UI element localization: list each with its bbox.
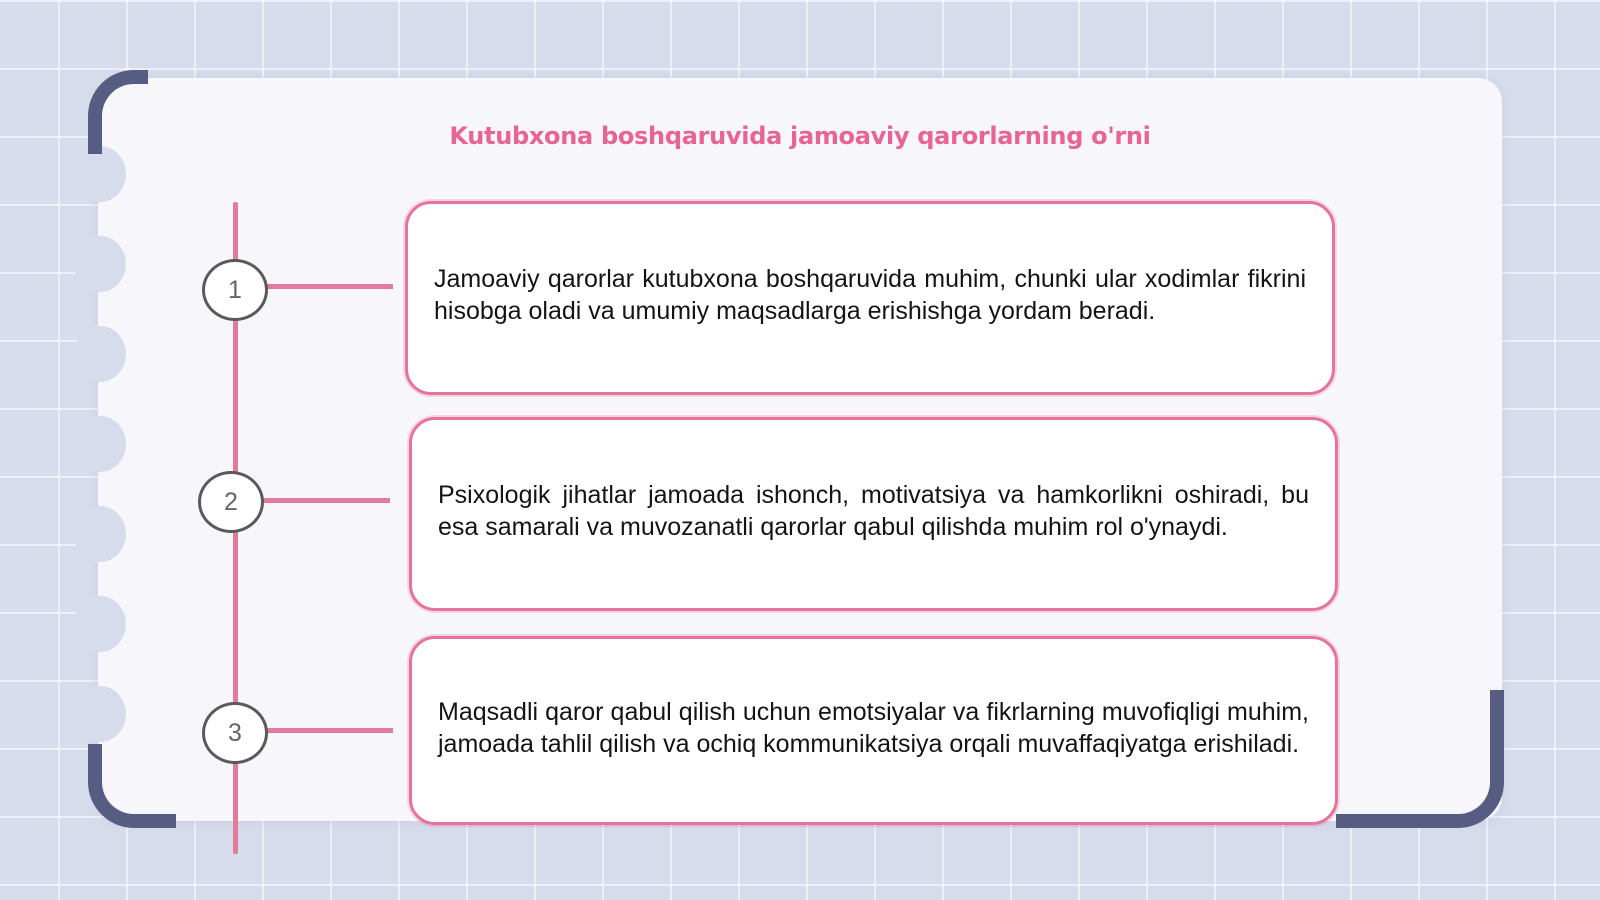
step-number-3: 3 — [202, 702, 268, 764]
timeline-item-1 — [405, 201, 1335, 395]
timeline-item-text: Psixologik jihatlar jamoada ishonch, motivatsiya va hamkorlikni oshiradi, bu esa samarali va muvozanatli qarorlar qabul qilishda muhim rol o'ynaydi. — [438, 481, 1309, 541]
card-edge-notch — [74, 326, 126, 382]
card-edge-notch — [74, 506, 126, 562]
card-edge-notch — [74, 686, 126, 742]
step-number-2: 2 — [198, 471, 264, 533]
timeline-connector-3 — [265, 728, 393, 733]
step-number-1: 1 — [202, 259, 268, 321]
timeline-connector-1 — [265, 284, 393, 289]
slide-title: Kutubxona boshqaruvida jamoaviy qarorlarning o'rni — [449, 122, 1151, 150]
timeline-item-text: Maqsadli qaror qabul qilish uchun emotsiyalar va fikrlarning muvofiqligi muhim, jamoada tahlil qilish va ochiq kommunikatsiya orqali muvaffaqiyatga erishiladi. — [438, 697, 1309, 758]
timeline-connector-2 — [262, 498, 390, 503]
card-edge-notch — [74, 236, 126, 292]
corner-bracket-bottom-left — [88, 744, 176, 828]
corner-bracket-bottom-right — [1336, 690, 1504, 828]
card-edge-notch — [74, 416, 126, 472]
card-edge-notch — [74, 146, 126, 202]
timeline-item-2 — [409, 417, 1338, 611]
card-edge-notch — [74, 596, 126, 652]
timeline-item-text: Jamoaviy qarorlar kutubxona boshqaruvida muhim, chunki ular xodimlar fikrini hisobga oladi va umumiy maqsadlarga erishishga yordam beradi. — [434, 265, 1306, 325]
timeline-item-3 — [409, 636, 1338, 825]
